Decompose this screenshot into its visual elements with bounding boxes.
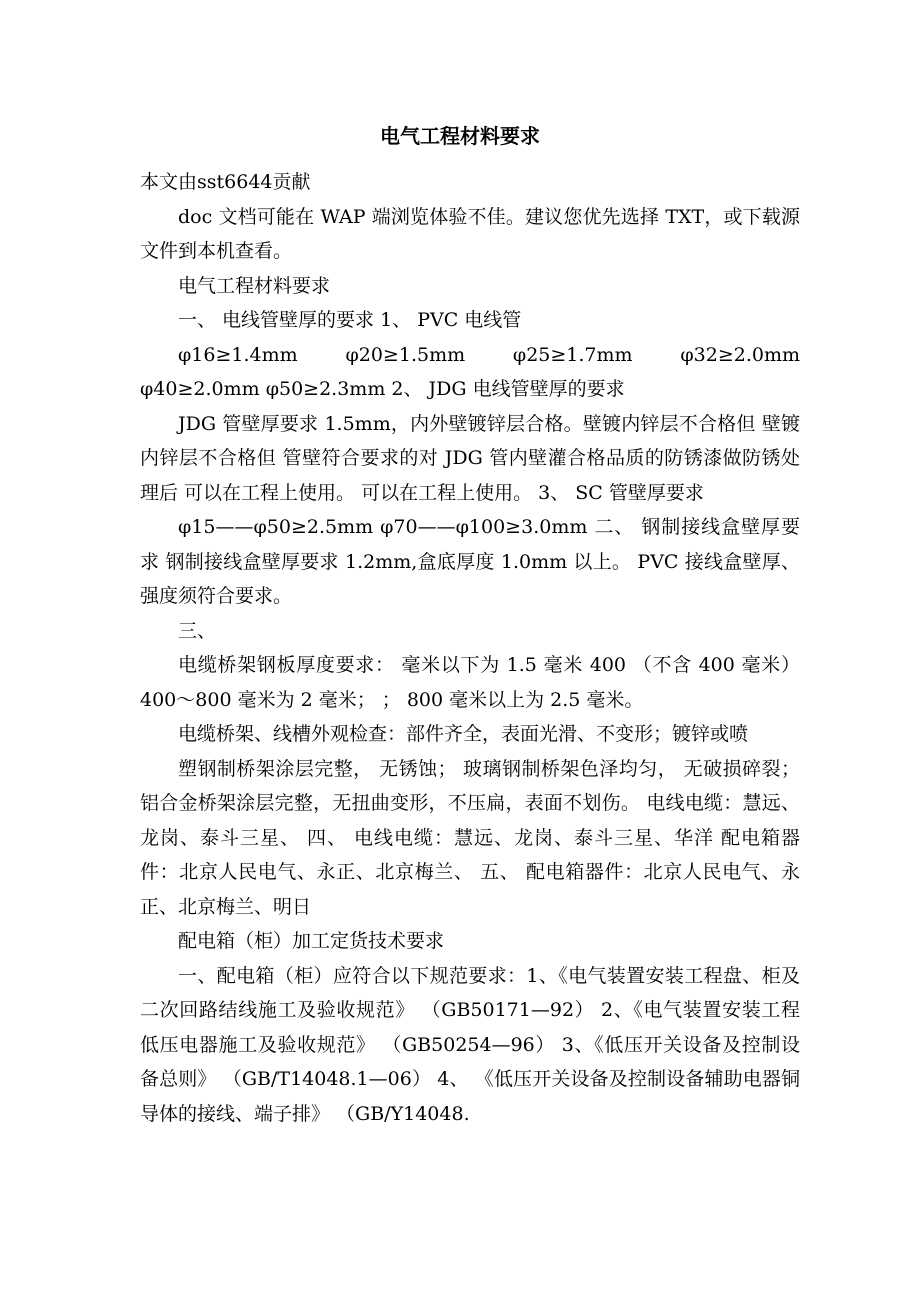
paragraph: 一、 电线管壁厚的要求 1、 PVC 电线管 xyxy=(178,309,522,331)
paragraph: 配电箱（柜）加工定货技术要求 xyxy=(178,930,445,952)
paragraph: φ15——φ50≥2.5mm φ70——φ100≥3.0mm 二、 钢制接线盒壁厚要求 钢制接线盒壁厚要求 1.2mm,盒底厚度 1.0mm 以上。 PVC 接线盒壁厚、强度须符合要求。 xyxy=(140,516,800,607)
paragraph: 电气工程材料要求 xyxy=(178,274,331,297)
paragraph: JDG 管壁厚要求 1.5mm，内外壁镀锌层合格。壁镀内锌层不合格但 壁镀内锌层不合格但 管壁符合要求的对 JDG 管内壁灌合格品质的防锈漆做防锈处理后 可以在工程上使用。 可以在工程上使用。 3、 SC 管壁厚要求 xyxy=(140,412,800,504)
paragraph: 电缆桥架、线槽外观检查：部件齐全，表面光滑、不变形；镀锌或喷 xyxy=(178,723,749,745)
paragraph: 三、 xyxy=(178,619,217,642)
paragraph: φ16≥1.4mm φ20≥1.5mm φ25≥1.7mm φ32≥2.0mm φ40≥2.0mm φ50≥2.3mm 2、 JDG 电线管壁厚的要求 xyxy=(140,343,800,400)
paragraph: 电缆桥架钢板厚度要求： 毫米以下为 1.5 毫米 400 （不含 400 毫米） 400～800 毫米为 2 毫米； ； 800 毫米以上为 2.5 毫米。 xyxy=(140,654,800,711)
paragraph: 一、配电箱（柜）应符合以下规范要求：1、《电气装置安装工程盘、柜及二次回路结线施工及验收规范》 （GB50171—92） 2、《电气装置安装工程低压电器施工及验收规范》 （GB50254—96） 3、《低压开关设备及控制设备总则》 （GB/T14048.1—06） 4、 《低压开关设备及控制设备辅助电器铜导体的接线、端子排》 （GB/Y14048. xyxy=(140,964,800,1125)
paragraph: doc 文档可能在 WAP 端浏览体验不佳。建议您优先选择 TXT，或下载源文件到本机查看。 xyxy=(140,205,800,262)
document-body xyxy=(140,165,800,1131)
document-title: 电气工程材料要求 xyxy=(380,124,540,148)
paragraph: 塑钢制桥架涂层完整， 无锈蚀； 玻璃钢制桥架色泽均匀， 无破损碎裂； 铝合金桥架涂层完整，无扭曲变形，不压扁，表面不划伤。 电线电缆：慧远、龙岗、泰斗三星、 四、 电线电缆：慧远、龙岗、泰斗三星、华洋 配电箱器件：北京人民电气、永正、北京梅兰、 五、 配电箱器件：北京人民电气、永正、北京梅兰、明日 xyxy=(140,757,800,918)
paragraph: 本文由sst6644贡献 xyxy=(140,171,311,193)
